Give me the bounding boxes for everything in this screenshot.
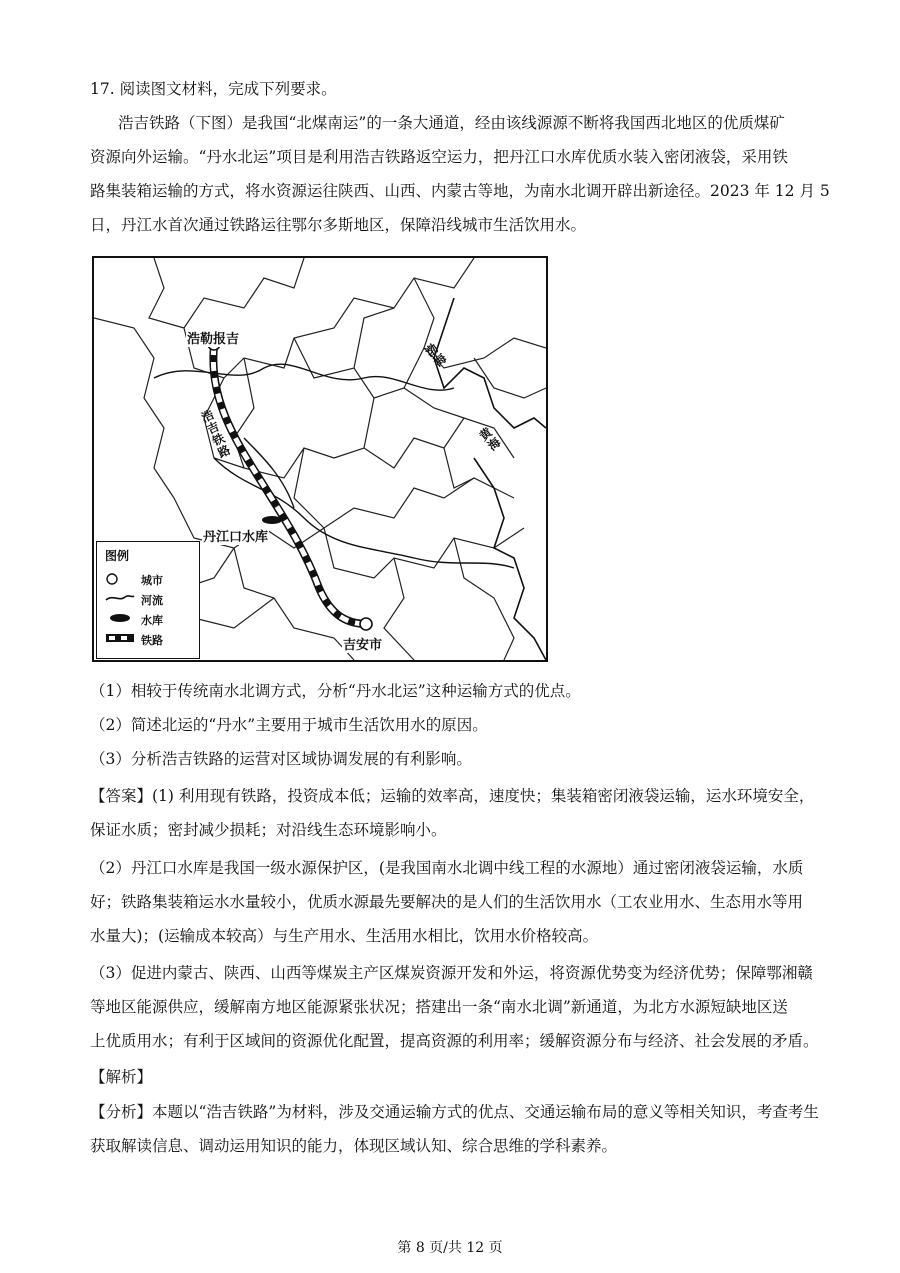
map-label-reservoir: 丹江口水库 [202, 526, 269, 545]
page-footer: 第 8 页/共 12 页 [397, 1240, 503, 1256]
reservoir-marker [262, 516, 282, 524]
material-line-3: 路集装箱运输的方式，将水资源运往陕西、山西、内蒙古等地，为南水北调开辟出新途径。2023 年 12 月 5 [90, 182, 830, 200]
legend-reservoir-label: 水库 [141, 614, 163, 627]
map-legend [96, 541, 200, 659]
map-label-north-city: 浩勒报吉 [186, 328, 240, 347]
railway-legend-icon [105, 632, 135, 644]
material-line-4: 日，丹江水首次通过铁路运往鄂尔多斯地区，保障沿线城市生活饮用水。 [90, 216, 587, 234]
legend-row-city [105, 572, 163, 588]
legend-city-label: 城市 [141, 574, 163, 587]
answer-line-4: 好；铁路集装箱运水水量较小，优质水源最先要解决的是人们的生活饮用水（工农业用水、生态用水等用 [90, 893, 804, 911]
question-title: 17. 阅读图文材料，完成下列要求。 [90, 80, 337, 98]
material-line-2: 资源向外运输。“丹水北运”项目是利用浩吉铁路返空运力，把丹江口水库优质水装入密闭液袋，采用铁 [90, 148, 788, 166]
answer-line-3: （2）丹江口水库是我国一级水源保护区，(是我国南水北调中线工程的水源地）通过密闭液袋运输，水质 [90, 859, 804, 877]
city-marker-south [360, 618, 372, 630]
analysis-line-2: 获取解读信息、调动运用知识的能力，体现区域认知、综合思维的学科素养。 [90, 1137, 618, 1155]
river-legend-icon [105, 592, 135, 604]
railway-outline [213, 346, 364, 624]
railway-line [213, 346, 364, 624]
legend-row-railway [105, 632, 163, 648]
map-label-huanghai: 黄海 [476, 425, 504, 454]
city-legend-icon [105, 572, 119, 586]
legend-title: 图例 [105, 549, 130, 563]
map-label-south-city: 吉安市 [342, 634, 383, 653]
answer-line-5: 水量大)；(运输成本较高）与生产用水、生活用水相比，饮用水价格较高。 [90, 927, 599, 945]
answer-line-1: 【答案】(1) 利用现有铁路，投资成本低；运输的效率高，速度快；集装箱密闭液袋运输，运水环境安全， [90, 787, 815, 805]
railway-map [92, 256, 548, 662]
answer-line-6: （3）促进内蒙古、陕西、山西等煤炭主产区煤炭资源开发和外运，将资源优势变为经济优势；保障鄂湘赣 [90, 964, 813, 982]
sub-question-2: （2）简述北运的“丹水”主要用于城市生活饮用水的原因。 [90, 716, 488, 734]
map-label-bohai: 渤海 [422, 341, 450, 370]
answer-line-8: 上优质用水；有利于区域间的资源优化配置，提高资源的利用率；缓解资源分布与经济、社会发展的矛盾。 [90, 1032, 819, 1050]
legend-row-river [105, 592, 163, 608]
answer-line-2: 保证水质；密封减少损耗；对沿线生态环境影响小。 [90, 821, 447, 839]
coastline [434, 298, 546, 660]
analysis-heading: 【解析】 [90, 1068, 153, 1086]
sub-question-3: （3）分析浩吉铁路的运营对区域协调发展的有利影响。 [90, 750, 472, 768]
legend-railway-label: 铁路 [141, 634, 163, 647]
legend-row-reservoir [105, 612, 163, 628]
legend-river-label: 河流 [141, 594, 163, 607]
reservoir-legend-icon [105, 612, 135, 624]
sub-question-1: （1）相较于传统南水北调方式，分析“丹水北运”这种运输方式的优点。 [90, 682, 581, 700]
analysis-line-1: 【分析】本题以“浩吉铁路”为材料，涉及交通运输方式的优点、交通运输布局的意义等相关知识，考查考生 [90, 1103, 819, 1121]
material-line-1: 浩吉铁路（下图）是我国“北煤南运”的一条大通道，经由该线源源不断将我国西北地区的优质煤矿 [118, 114, 785, 132]
answer-line-7: 等地区能源供应，缓解南方地区能源紧张状况；搭建出一条“南水北调”新通道，为北方水源短缺地区送 [90, 998, 788, 1016]
map-label-railway: 浩吉铁路 [199, 407, 233, 461]
